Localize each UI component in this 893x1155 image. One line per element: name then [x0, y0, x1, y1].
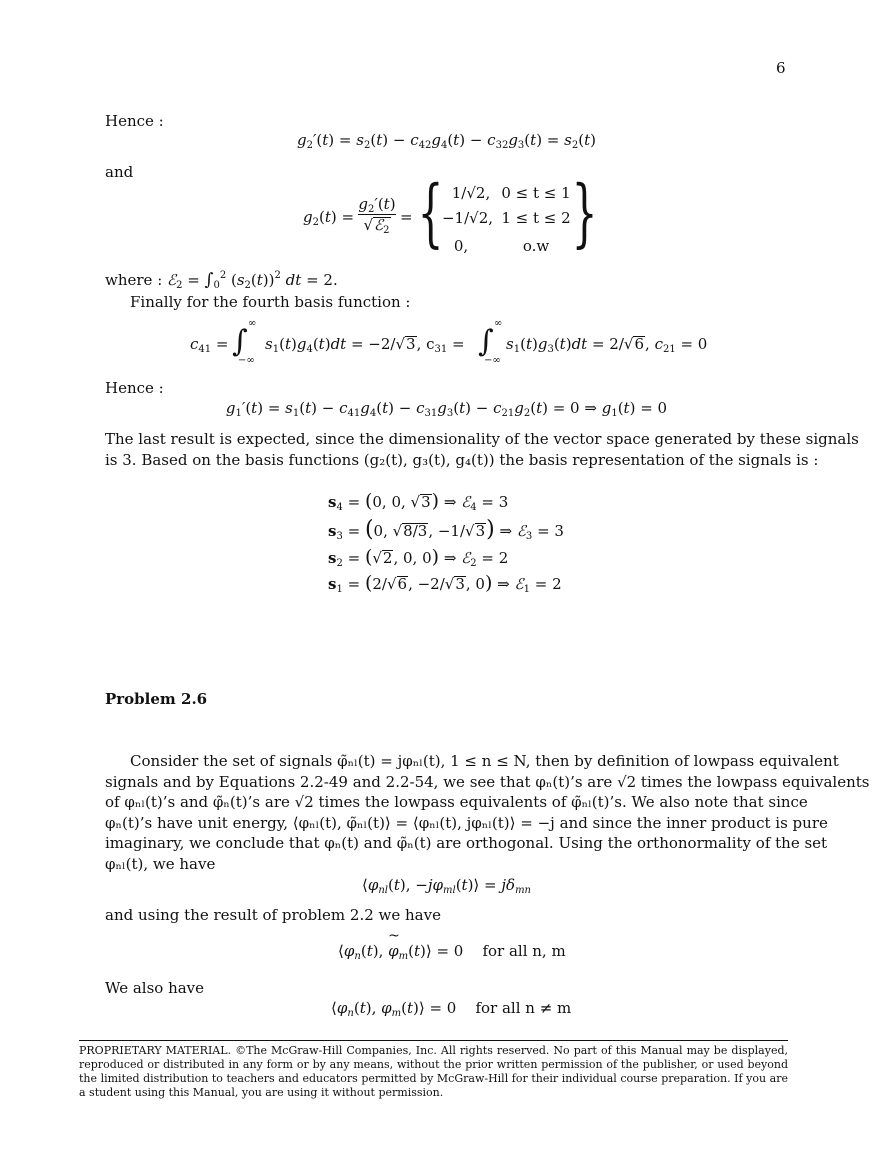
equation-orthogonality: $⟨\varphi_n(t)$, $\varphi_m(t)⟩ = 0$ for all n ≠ m: [331, 999, 572, 1019]
paragraph-line-2: is 3. Based on the basis functions (g₂(t), g₃(t), g₄(t)) the basis representation of the signals is :: [105, 450, 819, 469]
equation-orthogonality-tilde: $⟨\varphi_n(t)$, ~ $\varphi_m(t)⟩ = 0$ for all n, m: [338, 942, 566, 960]
case-row2-condition: 1 ≤ t ≤ 2: [501, 209, 571, 227]
problem-paragraph: [105, 751, 870, 874]
problem-title: Problem 2.6: [105, 690, 208, 708]
we-also-have-text: We also have: [105, 979, 205, 997]
for-all-label-2: for all n ≠ m: [475, 999, 572, 1017]
paragraph-line-1: The last result is expected, since the dimensionality of the vector space generated by these signals: [105, 430, 859, 448]
vector-s4: $s_4 = (0$, 0, √3) ⇒ ℰ$_4$ = 3: [328, 490, 509, 513]
for-all-label-1: for all n, m: [482, 942, 566, 960]
problem-line-3: of φₙₗ(t)’s and φ̃ₙ(t)’s are √2 times the lowpass equivalents of φ̃ₙₗ(t)’s. We also note that since: [105, 793, 808, 811]
vector-s1: $s_1 = (2/√6$, −2/√3, 0) ⇒ ℰ$_1$ = 2: [328, 572, 562, 595]
left-brace: {: [417, 170, 444, 256]
finally-text: Finally for the fourth basis function :: [130, 293, 411, 311]
right-brace: }: [571, 170, 598, 256]
problem-line-2: signals and by Equations 2.2-49 and 2.2-54, we see that φₙ(t)’s are √2 times the lowpass equivalents: [105, 772, 870, 791]
where-label: where :: [105, 271, 168, 289]
case-row1-value: 1/√2,: [451, 184, 491, 202]
dimensionality-paragraph: [105, 429, 859, 470]
and-label: and: [105, 163, 134, 181]
vector-s2: $s_2 = (√2$, 0, 0) ⇒ ℰ$_2$ = 2: [328, 546, 509, 569]
equation-g2-cases: $g_2(t)$ = $g_2'(t)$ √ℰ$_2$ = { 1/√2, 0 ≤ t ≤ 1 −1/√2, 1 ≤ t ≤ 2 0, o.w }: [303, 170, 598, 256]
footer-copyright: PROPRIETARY MATERIAL. ©The McGraw-Hill Companies, Inc. All rights reserved. No part of this Manual may be displayed, reproduced or distributed in any form or by any means, without the prior written permission of the publisher, or used beyond the limited distribution to teachers and educators permitted by McGraw-Hill for their individual course preparation. If you are a student using this Manual, you are using it without permission.: [79, 1044, 788, 1099]
equation-g2-prime: $g_2'(t) = s_2(t) - c_{42}g_4(t) - c_{32}g_3(t) = s_2(t)$: [297, 131, 596, 151]
hence-label-2: Hence :: [105, 379, 164, 397]
case-row1-condition: 0 ≤ t ≤ 1: [501, 184, 571, 202]
case-row3-condition: o.w: [522, 237, 550, 255]
case-row2-value: −1/√2,: [441, 209, 494, 227]
equation-coefficients: $c_{41}$ = ∫ ∞ −∞ $s_1(t)g_4(t)dt = -2/√3$, $c_{31}$ = ∫ ∞ −∞ $s_1(t)g_3(t)dt = 2/√6$, $c_{21} = 0$: [190, 318, 708, 366]
case-row3-value: 0,: [453, 237, 469, 255]
page-number: 6: [776, 59, 786, 77]
using-result-text: and using the result of problem 2.2 we have: [105, 906, 441, 924]
energy-e2-line: where : ℰ$_2$ = $\int_0^2$ $(s_2(t))^2$ dt = 2.: [105, 270, 338, 291]
hence-label-1: Hence :: [105, 112, 164, 130]
problem-line-5: imaginary, we conclude that φₙ(t) and φ̃ₙ(t) are orthogonal. Using the orthonormality of the set: [105, 834, 828, 852]
vector-s3: $s_3 = (0$, √8/3, −1/√3) ⇒ ℰ$_3$ = 3: [328, 517, 564, 542]
problem-line-6: φₙₗ(t), we have: [105, 854, 216, 873]
equation-inner-product-delta: $⟨\varphi_{nl}(t)$, $-j\varphi_{ml}(t)⟩ = j\delta_{mn}$: [361, 876, 532, 896]
footer-divider: [79, 1040, 788, 1041]
problem-line-4: φₙ(t)’s have unit energy, ⟨φₙₗ(t), φ̃ₙₗ(t)⟩ = ⟨φₙₗ(t), jφₙₗ(t)⟩ = −j and since the inner product is pure: [105, 813, 828, 832]
problem-line-1: Consider the set of signals φ̃ₙₗ(t) = jφₙₗ(t), 1 ≤ n ≤ N, then by definition of lowpass equivalent: [130, 752, 839, 770]
equation-g1-prime: $g_1'(t) = s_1(t) - c_{41}g_4(t) - c_{31}g_3(t) - c_{21}g_2(t) = 0$ ⇒ $g_1(t) = 0$: [225, 399, 668, 419]
